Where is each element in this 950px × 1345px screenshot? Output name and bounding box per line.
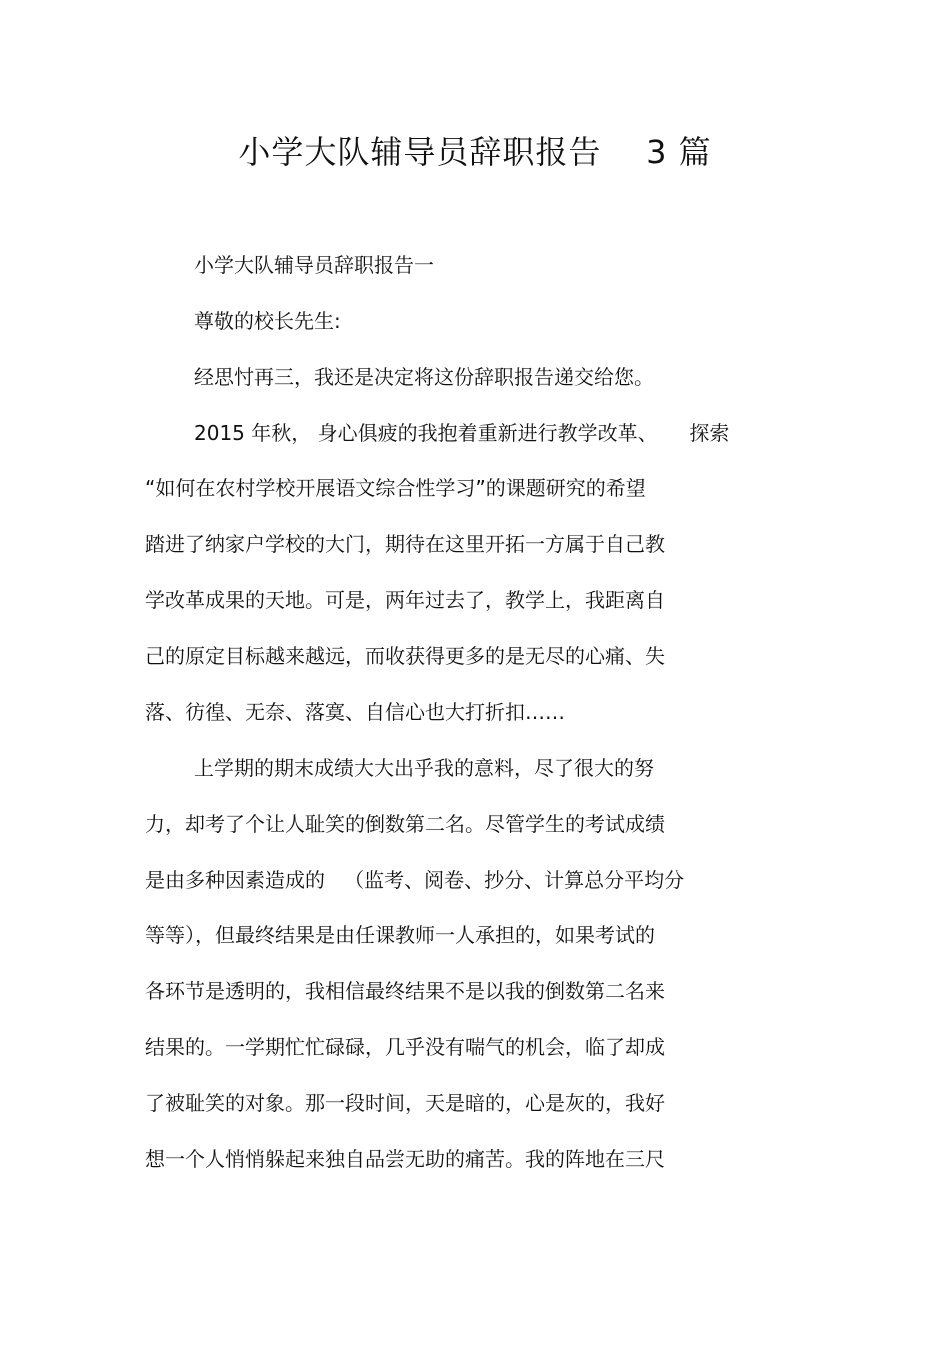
text-line: 踏进了纳家户学校的大门，期待在这里开拓一方属于自己教 [145,532,665,556]
text-line: 落、彷徨、无奈、落寞、自信心也大打折扣…… [145,700,565,724]
text-line: 己的原定目标越来越远，而收获得更多的是无尽的心痛、失 [145,644,665,668]
text-line: 经思忖再三，我还是决定将这份辞职报告递交给您。 [194,365,654,389]
text-line: 力，却考了个让人耻笑的倒数第二名。尽管学生的考试成绩 [145,812,665,836]
document-title: 小学大队辅导员辞职报告 3 篇 [238,133,712,171]
text-line: 各环节是透明的，我相信最终结果不是以我的倒数第二名来 [145,979,665,1003]
text-line: 学改革成果的天地。可是，两年过去了，教学上，我距离自 [145,588,665,612]
text-line: 尊敬的校长先生: [194,309,341,333]
text-line: 2015 年秋， 身心俱疲的我抱着重新进行教学改革、 探索 [194,421,730,445]
text-line: 等等），但最终结果是由任课教师一人承担的，如果考试的 [145,923,655,947]
text-line: 想一个人悄悄躲起来独自品尝无助的痛苦。我的阵地在三尺 [145,1147,665,1171]
text-line: “如何在农村学校开展语文综合性学习”的课题研究的希望 [145,476,646,500]
text-line: 小学大队辅导员辞职报告一 [194,253,434,277]
text-line: 了被耻笑的对象。那一段时间，天是暗的，心是灰的，我好 [145,1091,665,1115]
text-line: 是由多种因素造成的 （监考、阅卷、抄分、计算总分平均分 [145,868,685,892]
text-line: 结果的。一学期忙忙碌碌，几乎没有喘气的机会，临了却成 [145,1035,665,1059]
text-line: 上学期的期末成绩大大出乎我的意料，尽了很大的努 [194,756,654,780]
